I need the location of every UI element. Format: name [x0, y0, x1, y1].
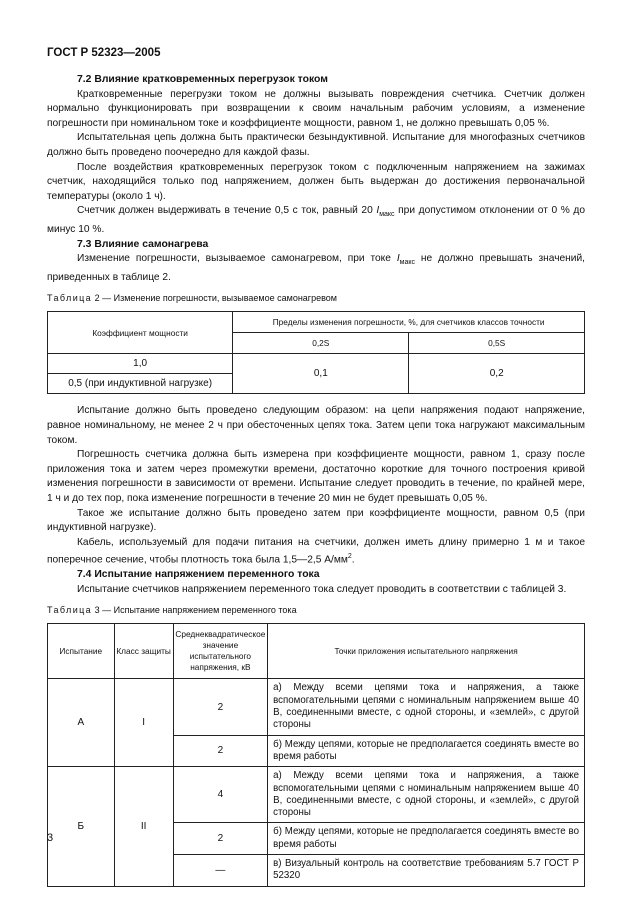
t3-class-b: II [114, 767, 173, 886]
table-2 [47, 311, 585, 394]
document-header: ГОСТ Р 52323—2005 [47, 47, 161, 59]
t3-row2-description: б) Между цепями, которые не предполагается соединять вместе во время работы [268, 735, 585, 767]
t3-test-b: Б [48, 767, 115, 886]
s72-paragraph-3: После воздействия кратковременных перегрузок током с подключенным напряжением на зажимах счетчик, находящийся только под напряжением, должен быть выдержан до достижения первоначальной температуры (около 1 ч). [47, 161, 585, 202]
t2-value-class-0-2s: 0,1 [233, 354, 409, 394]
t3-row3-description: а) Между всеми цепями тока и напряжения, а также вспомогательными цепями с номинальным напряжением выше 40 В, соединенными вместе, с одной стороны, и «землей», с другой стороны [268, 767, 585, 823]
s72-paragraph-1: Кратковременные перегрузки током не должны вызывать повреждения счетчика. Счетчик должен нормально функционировать при возвращении к своим начальным рабочим условиям, а изменение погрешности при номинальном токе и коэффициенте мощности, равном 1, не должно превышать 0,05 %. [47, 88, 585, 129]
after-t2-paragraph-2: Погрешность счетчика должна быть измерена при коэффициенте мощности, равном 1, сразу после приложения тока и затем через промежутки времени, достаточно короткие для точного построения кривой изменения погрешности в зависимости от времени. Испытание следует проводить в течение, по крайней мере, 1 ч и до тех пор, пока изменение погрешности в течение 20 мин не будет превышать 0,05 %. [47, 449, 585, 504]
after-t2-paragraph-4: Кабель, используемый для подачи питания на счетчики, должен иметь длину примерно 1 м и такое поперечное сечение, чтобы плотность тока была 1,5—2,5 $А/мм^2$. [47, 536, 585, 566]
table-2-caption: Таблица 2 — Изменение погрешности, вызываемое самонагревом [47, 293, 337, 304]
t3-header-test: Испытание [48, 624, 115, 679]
page-content [47, 73, 585, 887]
t2-header-limits: Пределы изменения погрешности, %, для счетчиков классов точности [233, 312, 585, 333]
table-3 [47, 623, 585, 886]
section-7-4-title: 7.4 Испытание напряжением переменного тока [77, 569, 320, 581]
t3-row2-voltage: 2 [173, 735, 268, 767]
after-t2-paragraph-1: Испытание должно быть проведено следующим образом: на цепи напряжения подают напряжение, равное номинальному, не менее 2 ч при обесточенных цепях тока. Затем цепи тока нагружают максимальным током. [47, 405, 585, 446]
t3-row4-description: б) Между цепями, которые не предполагается соединять вместе во время работы [268, 823, 585, 855]
t3-test-a: А [48, 679, 115, 767]
t2-header-class-0-2s: 0,2S [233, 333, 409, 354]
t3-header-points: Точки приложения испытательного напряжения [268, 624, 585, 679]
t2-row1-pf: 1,0 [48, 354, 233, 374]
table-3-caption: Таблица 3 — Испытание напряжением переменного тока [47, 605, 297, 616]
t3-row1-voltage: 2 [173, 679, 268, 735]
t3-row5-description: в) Визуальный контроль на соответствие требованиям 5.7 ГОСТ Р 52320 [268, 855, 585, 887]
t3-row3-voltage: 4 [173, 767, 268, 823]
section-7-2-title: 7.2 Влияние кратковременных перегрузок током [77, 74, 328, 85]
s73-paragraph-1: Изменение погрешности, вызываемое самонагревом, при токе $I_{макс}$ не должно превышать значений, приведенных в таблице 2. [47, 253, 585, 283]
s72-paragraph-4: Счетчик должен выдерживать в течение 0,5 с ток, равный 20 $I_{макс}$ при допустимом отклонении от 0 % до минус 10 %. [47, 205, 585, 235]
s74-paragraph-1: Испытание счетчиков напряжением переменного тока следует проводить в соответствии с таблицей 3. [77, 583, 567, 595]
t2-value-class-0-5s: 0,2 [409, 354, 585, 394]
after-t2-paragraph-3: Такое же испытание должно быть проведено затем при коэффициенте мощности, равном 0,5 (при индуктивной нагрузке). [47, 507, 585, 534]
t3-header-class: Класс защиты [114, 624, 173, 679]
t2-header-power-factor: Коэффициент мощности [48, 312, 233, 354]
t3-row4-voltage: 2 [173, 823, 268, 855]
section-7-3-title: 7.3 Влияние самонагрева [77, 238, 209, 250]
s72-paragraph-2: Испытательная цепь должна быть практически безындуктивной. Испытание для многофазных счетчиков должно быть проведено поочередно для каждой фазы. [47, 132, 585, 158]
t3-row5-voltage: — [173, 855, 268, 887]
t2-header-class-0-5s: 0,5S [409, 333, 585, 354]
t3-header-voltage: Среднеквадратическое значение испытательного напряжения, кВ [173, 624, 268, 679]
page-number: 3 [47, 832, 54, 844]
t2-row2-pf: 0,5 (при индуктивной нагрузке) [48, 374, 233, 394]
t3-class-a: I [114, 679, 173, 767]
t3-row1-description: а) Между всеми цепями тока и напряжения, а также вспомогательными цепями с номинальным напряжением выше 40 В, соединенными вместе, с одной стороны, и «землей», с другой стороны [268, 679, 585, 735]
